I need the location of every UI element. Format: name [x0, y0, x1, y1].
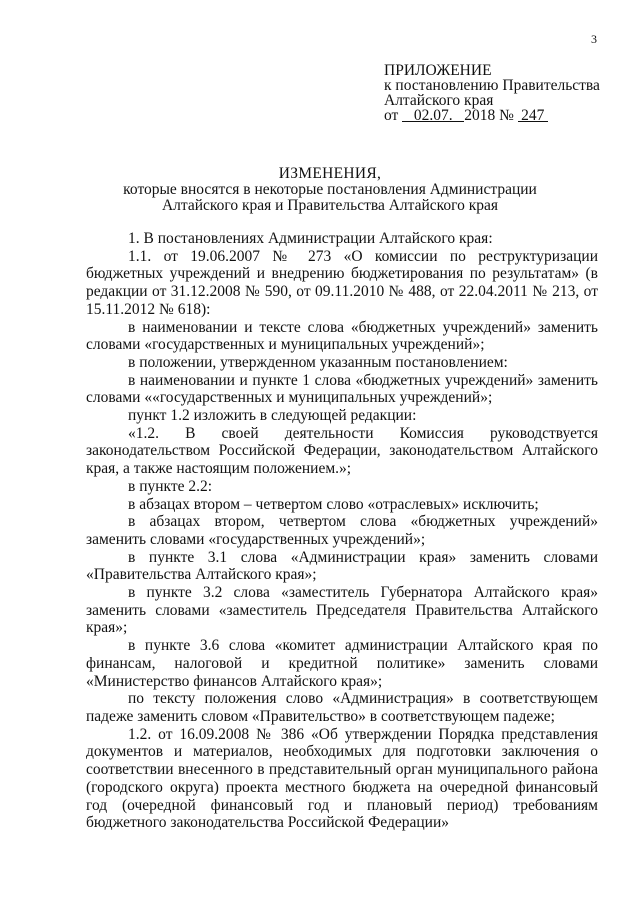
paragraph: в положении, утвержденном указанным постановлением: [128, 353, 508, 371]
document-title: ИЗМЕНЕНИЯ, [278, 165, 382, 182]
appendix-header [384, 63, 600, 123]
resolution-number: 247 [518, 108, 548, 123]
paragraph: в пункте 3.2 слова «заместитель Губернатора Алтайского края» заменить словами «заместитель Председателя Правительства Алтайского края»; [86, 584, 598, 637]
paragraph: в наименовании и тексте слова «бюджетных учреждений» заменить словами «государственных и муниципальных учреждений»; [86, 318, 598, 354]
paragraph: в пункте 3.6 слова «комитет администрации Алтайского края по финансам, налоговой и кредитной политике» заменить словами «Министерство финансов Алтайского края»; [86, 637, 598, 690]
page-number: 3 [591, 32, 597, 46]
paragraph: в абзацах втором – четвертом слово «отраслевых» исключить; [128, 495, 539, 513]
document-subtitle: которые вносятся в некоторые постановления Администрации [123, 181, 537, 198]
appendix-line: к постановлению Правительства [384, 77, 600, 94]
paragraph: в пункте 3.1 слова «Администрации края» заменить словами «Правительства Алтайского края»; [86, 548, 598, 584]
document-subtitle: Алтайского края и Правительства Алтайского края [161, 197, 499, 214]
paragraph: в абзацах втором, четвертом слова «бюджетных учреждений» заменить словами «государственных учреждений»; [86, 513, 598, 548]
paragraph: «1.2. В своей деятельности Комиссия руководствуется законодательством Российской Федерации, законодательством Алтайского края, а также настоящим положением.»; [86, 424, 598, 478]
paragraph: 1. В постановлениях Администрации Алтайского края: [128, 230, 493, 247]
date-prefix: от [384, 107, 399, 124]
paragraph: по тексту положения слово «Администрация» в соответствующем падеже заменить словом «Правительство» в соответствующем падеже; [86, 690, 598, 725]
paragraph: в наименовании и пункте 1 слова «бюджетных учреждений» заменить словами ««государственных и муниципальных учреждений»; [86, 371, 598, 407]
year-label: 2018 № [464, 107, 514, 124]
paragraph: 1.2. от 16.09.2008 № 386 «Об утверждении Порядка представления документов и материалов, необходимых для подготовки заключения о соответствии внесенного в представительный орган муниципального района (городского округа) проекта местного бюджета на очередной финансовый год (очередной финансовый год и плановый период) требованиям бюджетного законодательства Российской Федерации» [86, 725, 598, 832]
paragraph: 1.1. от 19.06.2007 № 273 «О комиссии по реструктуризации бюджетных учреждений и внедрению бюджетирования по результатам» (в редакции от 31.12.2008 № 590, от 09.11.2010 № 488, от 22.04.2011 № 213, от 15.11.2012 № 618): [86, 247, 598, 318]
appendix-line: Алтайского края [384, 92, 494, 109]
date-value: 02.07. [402, 108, 464, 123]
paragraph: в пункте 2.2: [128, 477, 213, 495]
document-body [86, 230, 598, 832]
document-heading [100, 166, 560, 214]
appendix-date-line [384, 108, 600, 123]
paragraph: пункт 1.2 изложить в следующей редакции: [128, 407, 417, 425]
appendix-title: ПРИЛОЖЕНИЕ [384, 62, 492, 79]
